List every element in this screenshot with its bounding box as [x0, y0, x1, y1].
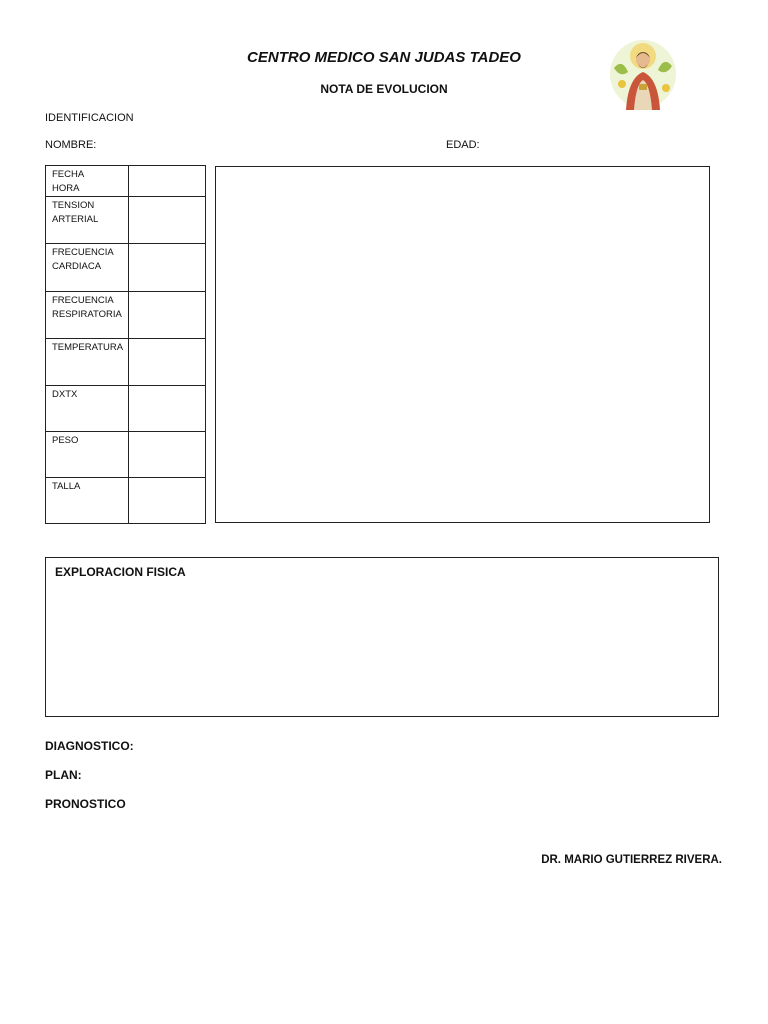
age-label: EDAD:: [446, 139, 480, 151]
vital-label: PESO: [46, 432, 129, 478]
vitals-row-temperature: [46, 339, 206, 386]
vitals-row-blood-pressure: [46, 197, 206, 244]
vitals-row-glucose: [46, 386, 206, 432]
vital-label: FECHA HORA: [46, 166, 129, 197]
clinic-title: CENTRO MEDICO SAN JUDAS TADEO: [247, 49, 521, 66]
vital-label: FRECUENCIA CARDIACA: [46, 244, 129, 292]
prognosis-label: PRONOSTICO: [45, 797, 126, 811]
vitals-row-height: [46, 478, 206, 524]
saint-jude-image-icon: [608, 38, 678, 110]
vital-value-cell[interactable]: [129, 244, 206, 292]
name-label: NOMBRE:: [45, 139, 97, 151]
physical-exam-box[interactable]: [45, 557, 719, 717]
vital-label: FRECUENCIA RESPIRATORIA: [46, 292, 129, 339]
vitals-row-weight: [46, 432, 206, 478]
vital-signs-table: [45, 165, 206, 524]
physical-exam-label: EXPLORACION FISICA: [55, 565, 186, 579]
diagnosis-label: DIAGNOSTICO:: [45, 739, 134, 753]
vital-label: TENSION ARTERIAL: [46, 197, 129, 244]
vital-value-cell[interactable]: [129, 386, 206, 432]
vitals-row-respiratory-rate: [46, 292, 206, 339]
vitals-row-datetime: [46, 166, 206, 197]
vital-label: TEMPERATURA: [46, 339, 129, 386]
vital-label: TALLA: [46, 478, 129, 524]
evolution-notes-box[interactable]: [215, 166, 710, 523]
identification-label: IDENTIFICACION: [45, 112, 134, 124]
vital-value-cell[interactable]: [129, 432, 206, 478]
document-subtitle: NOTA DE EVOLUCION: [320, 82, 448, 96]
vital-value-cell[interactable]: [129, 478, 206, 524]
vital-value-cell[interactable]: [129, 166, 206, 197]
doctor-signature: DR. MARIO GUTIERREZ RIVERA.: [541, 854, 722, 866]
vitals-row-heart-rate: [46, 244, 206, 292]
vital-value-cell[interactable]: [129, 339, 206, 386]
plan-label: PLAN:: [45, 768, 82, 782]
vital-value-cell[interactable]: [129, 197, 206, 244]
vital-label: DXTX: [46, 386, 129, 432]
vital-value-cell[interactable]: [129, 292, 206, 339]
